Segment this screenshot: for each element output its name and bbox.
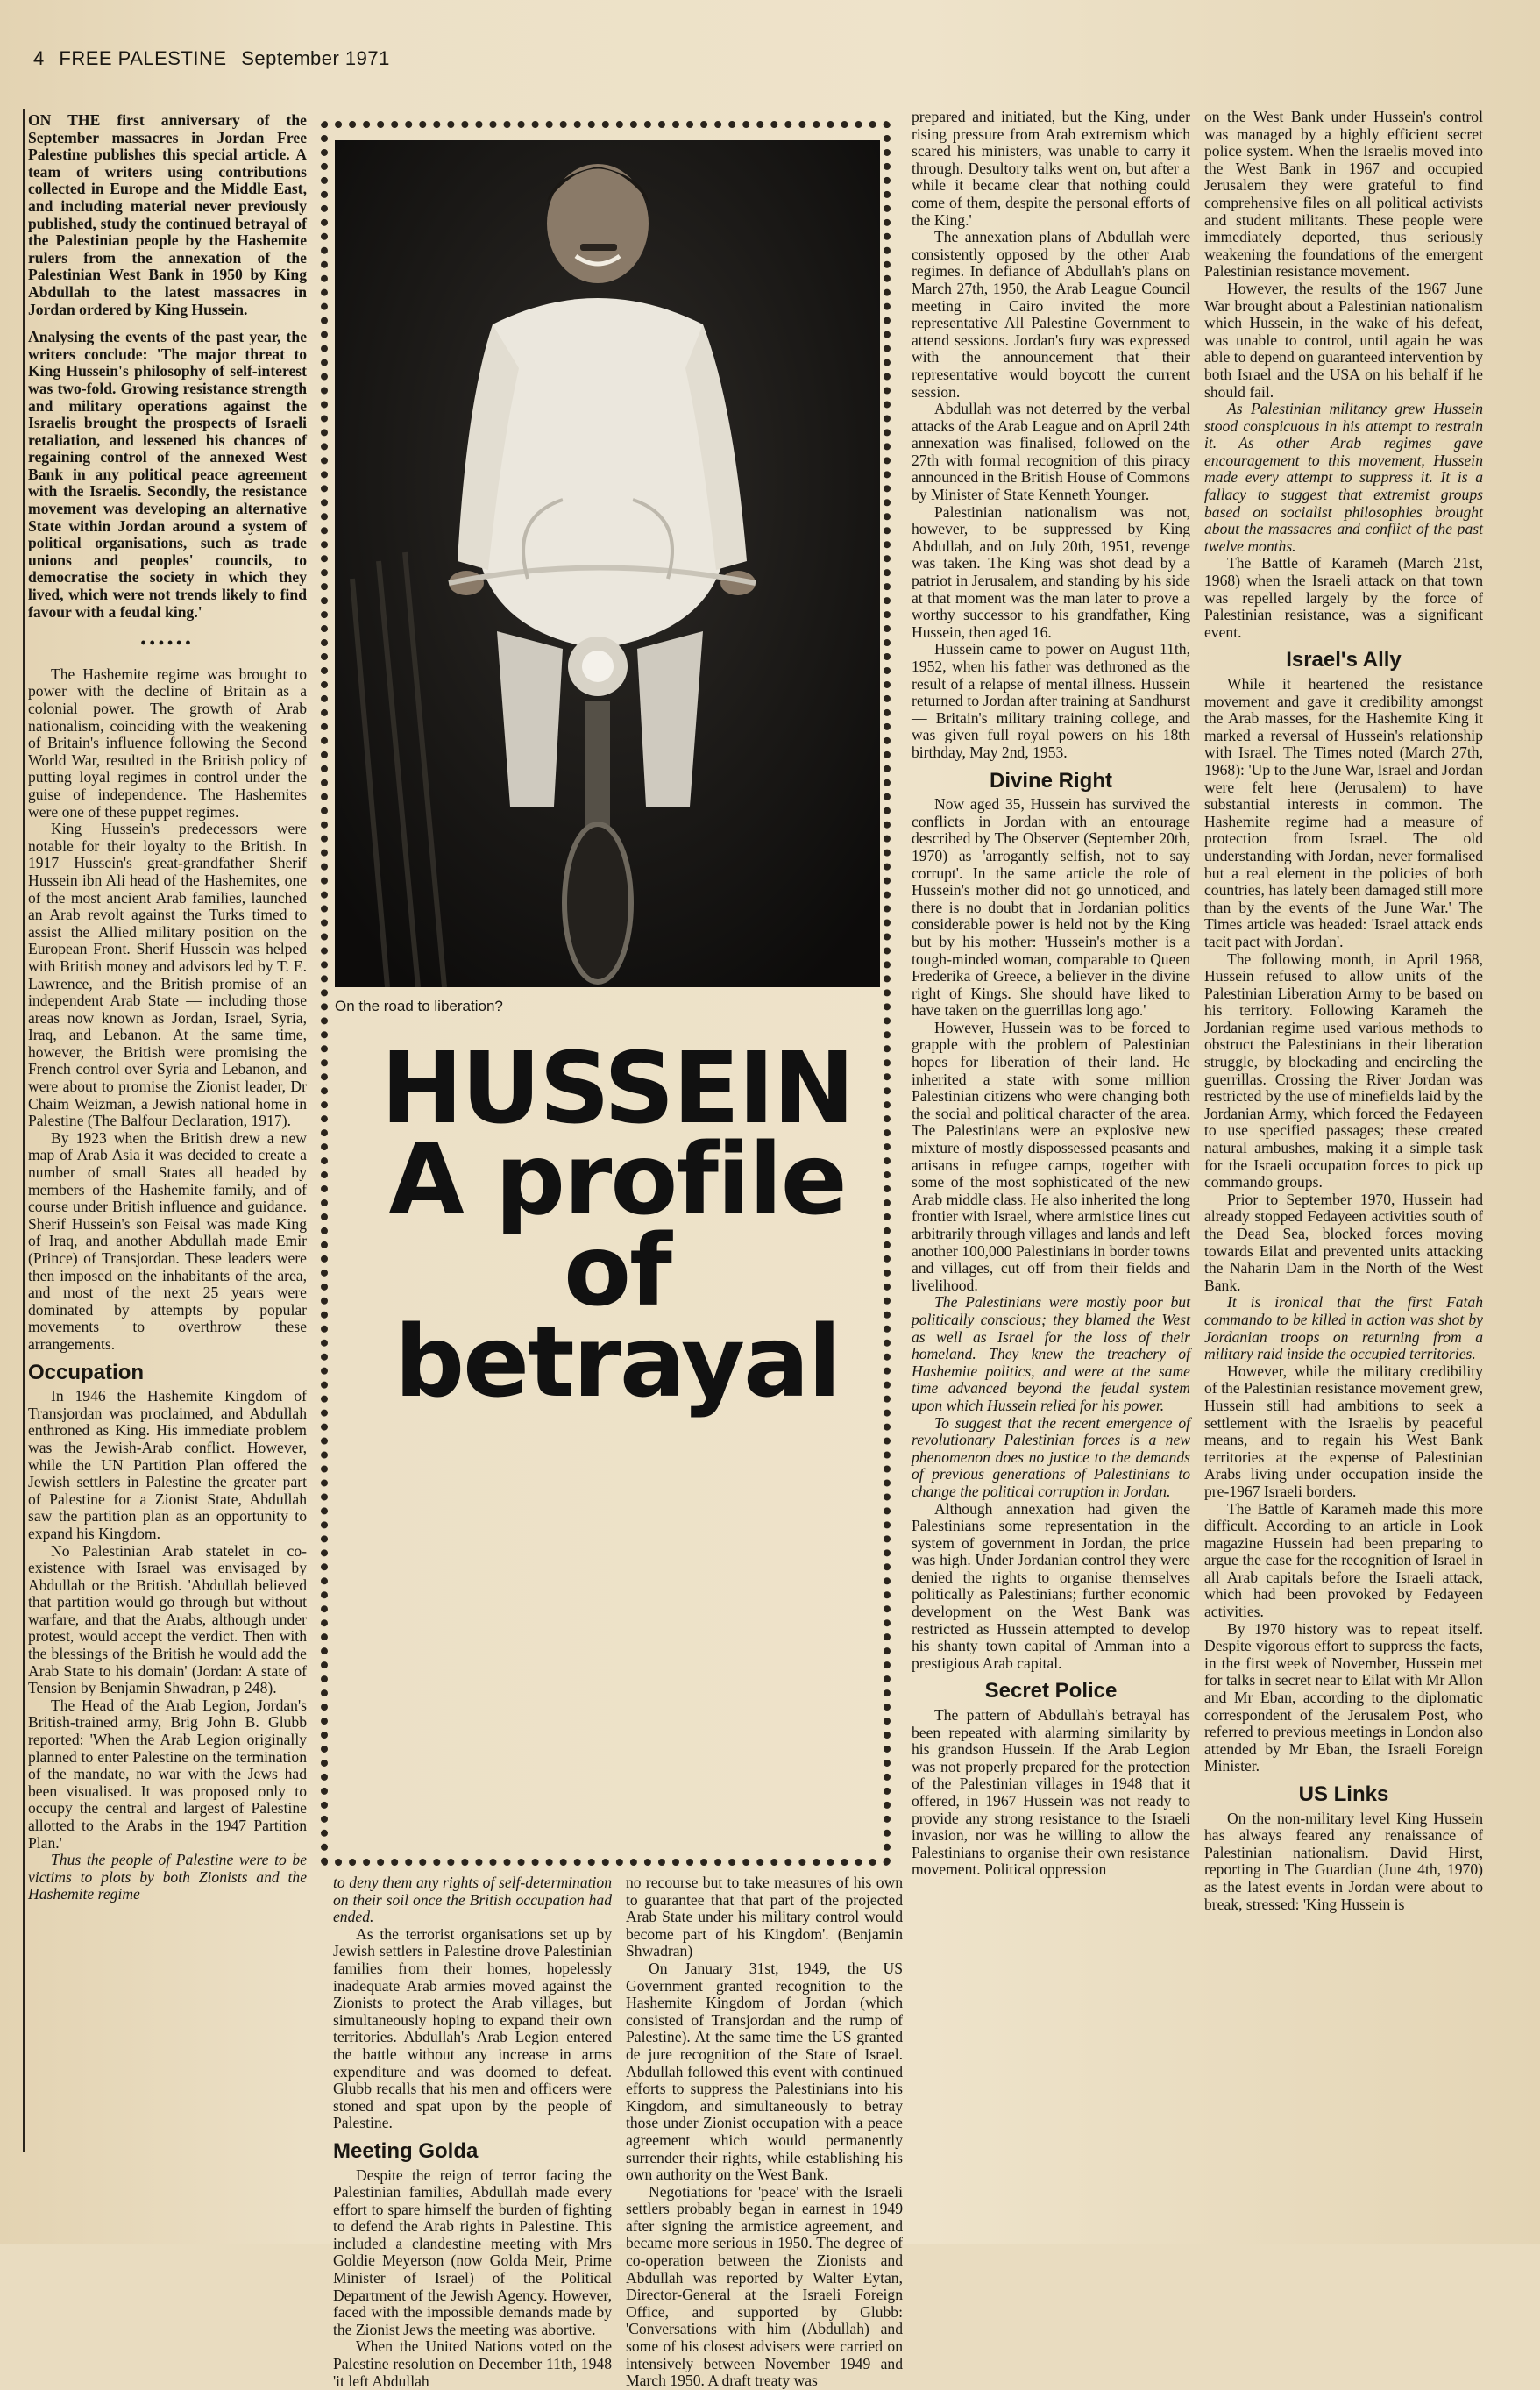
body-paragraph: It is ironical that the first Fatah commando to be killed in action was shot by Jordanian troops on returning from a military raid inside the occupied territories. xyxy=(1204,1293,1483,1363)
publication-name: FREE PALESTINE xyxy=(59,47,227,69)
body-paragraph: Hussein came to power on August 11th, 1952, when his father was dethroned as the result of a relapse of mental illness. Hussein returned to Jordan after training at Sandhurst — Britain's military training college, and was given full royal powers on his 18th birthday, May 2nd, 1953. xyxy=(912,640,1190,761)
subheading-us-links: US Links xyxy=(1298,1782,1389,1806)
body-paragraph: In 1946 the Hashemite Kingdom of Transjordan was proclaimed, and Abdullah enthroned as King. His immediate problem was the Jewish-Arab conflict. However, while the UN Partition Plan offered the Jewish settlers in Palestine the greater part of Palestine for a Zionist State, Abdullah saw the partition plan as an opportunity to expand his Kingdom. xyxy=(28,1387,307,1542)
body-paragraph: Negotiations for 'peace' with the Israeli settlers probably began in earnest in 1949 after signing the armistice agreement, and became more serious in 1950. The degree of co-operation between the Zionists and Abdullah was reported by Walter Eytan, Director-General at the Israeli Foreign Office, and supported by Glubb: 'Conversations with him (Abdullah) and some of his closest advisers were carried on intensively between November 1949 and March 1950. A draft treaty was xyxy=(626,2182,903,2390)
body-paragraph: The Palestinians were mostly poor but politically conscious; they blamed the West as well as Israel for the loss of their homeland. They knew the treachery of Hashemite politics, and were at the same time advanced beyond the feudal system upon which Hussein relied for his power. xyxy=(912,1293,1190,1414)
body-paragraph: On the non-military level King Hussein has always feared any renaissance of Palestinian nationalism. David Hirst, reporting in The Guardian (June 4th, 1970) as the latest events in Jordan were about to break, stressed: 'King Hussein is xyxy=(1204,1809,1483,1913)
body-paragraph: prepared and initiated, but the King, under rising pressure from Arab extremism which scared his ministers, was unable to carry it through. Desultory talks went on, but after a while it became clear that nothing could come of them, despite the personal efforts of the King.' xyxy=(912,108,1190,229)
page-header xyxy=(33,47,399,70)
body-paragraph: The Battle of Karameh (March 21st, 1968) when the Israeli attack on that town was repelled largely by the force of Palestinian resistance, was a significant event. xyxy=(1204,554,1483,641)
body-paragraph: To suggest that the recent emergence of revolutionary Palestinian forces is a new phenomenon does no justice to the demands of previous generations of Palestinians to change the political corruption in Jordan. xyxy=(912,1413,1190,1500)
headline xyxy=(354,1032,880,1419)
body-paragraph: Now aged 35, Hussein has survived the conflicts in Jordan with an entourage described by The Observer (September 20th, 1970) as 'arrogantly selfish, not to say corrupt'. In the same article the role of Hussein's mother did not go unnoticed, and there is no doubt that in Jordanian politics considerable power is held not by the King but by his mother: 'Hussein's mother is a tough-minded woman, comparable to Queen Frederika of Greece, a believer in the divine right of Kings. She should have liked to have taken on the guerrillas long ago.' xyxy=(912,795,1190,1020)
hussein-photo xyxy=(335,140,880,987)
body-paragraph: By 1923 when the British drew a new map of Arab Asia it was decided to create a number of small States all headed by members of the Hashemite family, and of course under British influence and guidance. Sherif Hussein's son Feisal was made King of Iraq, and another Abdullah made Emir (Prince) of Transjordan. These leaders were then imposed on the inhabitants of the area, and most of the next 25 years were dominated by attempts by popular movements to overthrow these arrangements. xyxy=(28,1128,307,1353)
body-paragraph: no recourse but to take measures of his own to guarantee that that part of the projected Arab State under his military control would become part of his Kingdom'. (Benjamin Shwadran) xyxy=(626,1874,903,1960)
body-paragraph: The Hashemite regime was brought to power with the decline of Britain as a colonial power. The growth of Arab nationalism, coinciding with the weakening of Britain's influence following the Second World War, resulted in the British policy of putting loyal regimes in control under the guise of independence. The Hashemites were one of these puppet regimes. xyxy=(28,665,307,821)
body-paragraph: Although annexation had given the Palestinians some representation in the system of government in Jordan, the price was high. Under Jordanian control they were denied the rights to organise themselves politically as Palestinians; further economic development on the West Bank was restricted as Hussein attempted to develop his shanty town capital of Amman into a prestigious Arab capital. xyxy=(912,1499,1190,1672)
body-paragraph: The Head of the Arab Legion, Jordan's British-trained army, Brig John B. Glubb reported: 'When the Arab Legion originally planned to enter Palestine on the termination of the mandate, no war with the Jews had been visualised. It was proposed only to occupy the central and largest of Palestine allotted to the Arabs in the 1947 Partition Plan.' xyxy=(28,1696,307,1852)
body-paragraph: However, Hussein was to be forced to grapple with the problem of Palestinian hopes for liberation of their land. He inherited a state with some million Palestinian citizens who were changing both the social and political character of the area. The Palestinians were an explosive new mixture of mostly dispossessed peasants and artisans in refugee camps, together with some of the most sophisticated of the new Arab middle class. He also inherited the long frontier with Israel, where armistice lines cut arbitrarily through villages and lands and left another 100,000 Palestinians in border towns and villages, cut off from their fields and livelihood. xyxy=(912,1018,1190,1294)
hussein-on-motorbike-image xyxy=(335,140,880,987)
body-paragraph: However, the results of the 1967 June War brought about a Palestinian nationalism which Hussein, in the wake of his defeat, was unable to control, until again he was able to depend on guaranteed intervention by both Israel and the USA on his behalf if he should fail. xyxy=(1204,279,1483,401)
column-2 xyxy=(333,1874,612,2390)
column-1 xyxy=(28,112,307,1903)
issue-date: September 1971 xyxy=(241,47,390,69)
body-paragraph: No Palestinian Arab statelet in co-existence with Israel was envisaged by Abdullah or the British. 'Abdullah believed that partition would go through but without warfare, and that the Arabs, although under protest, would accept the verdict. Then with the blessings of the British he would add the Arab State to his domain' (Jordan: A state of Tension by Benjamin Shwadran, p 248). xyxy=(28,1541,307,1697)
body-paragraph: Prior to September 1970, Hussein had already stopped Fedayeen activities south of the Dead Sea, blocked forces moving towards Eilat and prevented units attacking the Naharin Dam in the North of the West Bank. xyxy=(1204,1190,1483,1294)
body-paragraph: The annexation plans of Abdullah were consistently opposed by the other Arab regimes. In defiance of Abdullah's plans on March 27th, 1950, the Arab League Council meeting in Cairo invited the more representative All Palestine Government to attend sessions. Jordan's fury was expressed with the announcement that their representative would boycott the current session. xyxy=(912,228,1190,401)
body-paragraph: When the United Nations voted on the Palestine resolution on December 11th, 1948 'it left Abdullah xyxy=(333,2337,612,2390)
body-paragraph: While it heartened the resistance movement and gave it credibility amongst the Arab masses, for the Hashemite King it marked a reversal of Hussein's relationship with Israel. The Times noted (March 27th, 1968): 'Up to the June War, Israel and Jordan were felt here (Jerusalem) to have substantial interests in common. The Hashemite regime had a measure of protection from Israel. The old understanding with Jordan, never formalised but a real element in the policies of both countries, has lately been damaged still more than by the events of the June War.' The Times article was headed: 'Israel attack ends tacit pact with Jordan'. xyxy=(1204,675,1483,950)
body-paragraph: However, while the military credibility of the Palestinian resistance movement grew, Hussein still had ambitions to seek a settlement with the Israelis by peaceful means, and to regain his West Bank territories at the expense of Palestinian Arabs living under occupation inside the pre-1967 Israeli borders. xyxy=(1204,1362,1483,1500)
body-paragraph: By 1970 history was to repeat itself. Despite vigorous effort to suppress the facts, in the first week of November, Hussein met for talks in secret near to Eilat with Mr Allon and Mr Eban, according to the diplomatic correspondent of the Jerusalem Post, who referred to previous meetings in London also attended by Mr Eban, the Israeli Foreign Minister. xyxy=(1204,1619,1483,1775)
section-divider: •••••• xyxy=(140,634,195,652)
body-paragraph: As Palestinian militancy grew Hussein stood conspicuous in his attempt to restrain it. As other Arab regimes gave encouragement to this movement, Hussein made every attempt to suppress it. It is a fallacy to suggest that extremist groups based on socialist philosophies brought about the massacres and conflict of the past twelve months. xyxy=(1204,400,1483,555)
left-column-rule xyxy=(23,109,25,2152)
body-paragraph: As the terrorist organisations set up by Jewish settlers in Palestine drove Palestinian families from their homes, hopelessly inadequate Arab armies moved against the Zionists to protect the Arab villages, but simultaneously hoping to expand their own territories. Abdullah's Arab Legion entered the battle without any increase in arms expenditure and was doomed to defeat. Glubb recalls that his men and officers were stoned and spat upon by the people of Palestine. xyxy=(333,1924,612,2132)
intro-paragraph-2: Analysing the events of the past year, the writers conclude: 'The major threat to King Hussein's philosophy of self-interest was two-fold. Growing resistance strength and military operations against the Israelis brought the prospects of Israeli retaliation, and lessened his chances of regaining control of the annexed West Bank in any political peace agreement with the Israelis. Secondly, the resistance movement was developing an alternative State within Jordan around a system of political organisations, such as trade unions and peoples' councils, to democratise the society in which they lived, which were not trends likely to find favour with a feudal king.' xyxy=(28,328,307,621)
headline-line-2: A profile xyxy=(388,1123,846,1237)
column-3 xyxy=(626,1874,903,2390)
body-paragraph: On January 31st, 1949, the US Government granted recognition to the Hashemite Kingdom of Jordan (which consisted of Transjordan and the rump of Palestine). At the same time the US granted de jure recognition of the State of Israel. Abdullah followed this event with continued efforts to suppress the Palestinians into his Kingdom, and simultaneously to betray those under Zionist occupation with a peace agreement which would permanently surrender their rights, while establishing his own authority on the West Bank. xyxy=(626,1959,903,2184)
body-paragraph: to deny them any rights of self-determination on their soil once the British occupation had ended. xyxy=(333,1874,612,1926)
column-4 xyxy=(912,109,1190,1879)
subheading-divine-right: Divine Right xyxy=(989,768,1112,793)
subheading-israels-ally: Israel's Ally xyxy=(1286,648,1402,672)
subheading-occupation: Occupation xyxy=(28,1360,145,1384)
column-5 xyxy=(1204,109,1483,1913)
body-paragraph: The pattern of Abdullah's betrayal has been repeated with alarming similarity by his grandson Hussein. If the Arab Legion was not properly prepared for the protection of the Palestinian villages in 1948 that it offered, in 1967 Hussein was not ready to provide any strong resistance to the Israeli invasion, nor was he willing to allow the Palestinians to organise their own resistance movement. Political oppression xyxy=(912,1706,1190,1879)
body-paragraph: on the West Bank under Hussein's control was managed by a highly efficient secret police system. When the Israelis moved into the West Bank in 1967 and occupied Jerusalem they were grateful to find comprehensive files on all political activists and student militants. These people were immediately deported, thus seriously weakening the foundations of the emergent Palestinian resistance movement. xyxy=(1204,108,1483,281)
body-paragraph: The following month, in April 1968, Hussein refused to allow units of the Palestinian Liberation Army to be based on his territory. Following Karameh the Jordanian regime used various methods to obstruct the Palestinians in their liberation struggle, by blockading and encircling the guerrillas. Crossing the River Jordan was restricted by the use of minefields laid by the Jordanian Army, which forced the Fedayeen to use specified passages; these created natural ambushes, making it a simple task for the Israeli occupation forces to pick up commando groups. xyxy=(1204,950,1483,1191)
headline-line-4: betrayal xyxy=(394,1305,840,1419)
photo-caption: On the road to liberation? xyxy=(335,998,503,1014)
body-paragraph: King Hussein's predecessors were notable for their loyalty to the British. In 1917 Hussein's great-grandfather Sherif Hussein ibn Ali head of the Hashemites, one of the most ancient Arab families, launched an Arab revolt against the Turks timed to assist the Allied military position on the European Front. Sherif Hussein was helped with British money and advisors led by T. E. Lawrence, and the British promise of an independent Arab State — including those areas now known as Jordan, Israel, Syria, Iraq, and Lebanon. At the same time, however, the British were promising the French control over Syria and Lebanon, and were about to promise the Zionist leader, Dr Chaim Weizman, a Jewish national home in Palestine (The Balfour Declaration, 1917). xyxy=(28,820,307,1130)
subheading-meeting-golda: Meeting Golda xyxy=(333,2138,479,2163)
subheading-secret-police: Secret Police xyxy=(984,1679,1118,1704)
body-paragraph: Thus the people of Palestine were to be victims to plots by both Zionists and the Hashemite regime xyxy=(28,1851,307,1903)
headline-line-3: of xyxy=(564,1214,671,1328)
page-number: 4 xyxy=(33,47,45,69)
body-paragraph: Despite the reign of terror facing the Palestinian families, Abdullah made every effort to spare himself the burden of fighting to defend the Arab rights in Palestine. This included a clandestine meeting with Mrs Goldie Meyerson (now Golda Meir, Prime Minister of Israel) of the Political Department of the Jewish Agency. However, faced with the impossible demands made by the Zionist Jews the meeting was abortive. xyxy=(333,2166,612,2338)
intro-paragraph: ON THE first anniversary of the September massacres in Jordan Free Palestine publishes this special article. A team of writers using contributions collected in Europe and the Middle East, and including material never previously published, study the continued betrayal of the Palestinian people by the Hashemite rulers from the annexation of the Palestinian West Bank in 1950 by King Abdullah to the latest massacres in Jordan ordered by King Hussein. xyxy=(28,111,307,318)
body-paragraph: Abdullah was not deterred by the verbal attacks of the Arab League and on April 24th annexation was finalised, followed on the 27th with formal recognition of this piracy announced in the British House of Commons by Minister of State Kenneth Younger. xyxy=(912,400,1190,504)
body-paragraph: The Battle of Karameh made this more difficult. According to an article in Look magazine Hussein had been preparing to argue the case for the recognition of Israel in all Arab capitals before the Israeli attack, which had been provoked by Fedayeen activities. xyxy=(1204,1499,1483,1621)
headline-line-1: HUSSEIN xyxy=(380,1032,854,1146)
body-paragraph: Palestinian nationalism was not, however, to be suppressed by King Abdullah, and on July 20th, 1951, revenge was taken. The King was shot dead by a patriot in Jerusalem, and standing by his side at that moment was the man later to prove a worthy successor to his grandfather, King Hussein, then aged 16. xyxy=(912,502,1190,641)
